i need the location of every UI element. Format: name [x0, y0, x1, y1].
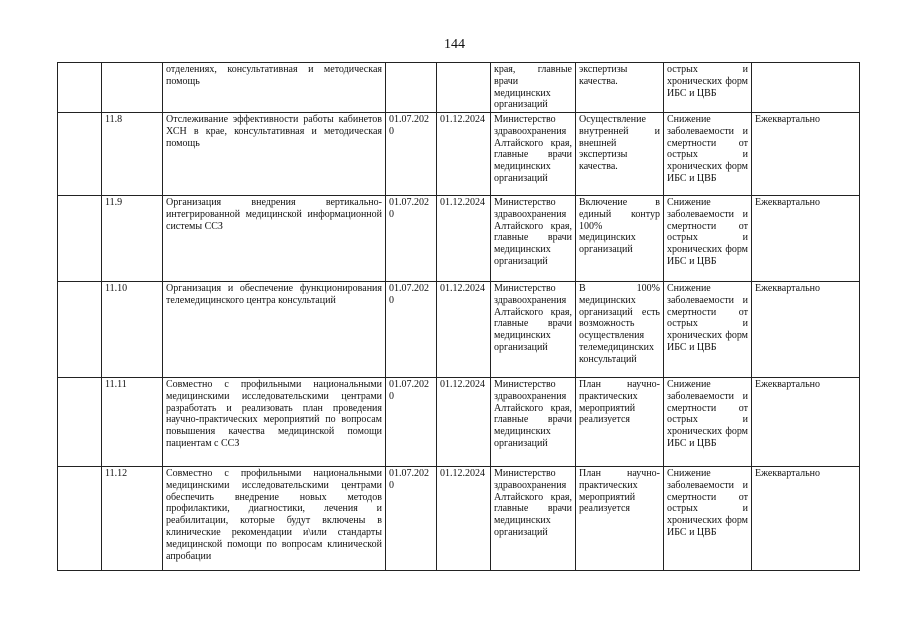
frequency-cell: Ежеквартально	[752, 467, 860, 571]
description-cell: Совместно с профильными национальными медицинскими исследовательскими центрами обеспечить внедрение новых методов профилактики, диагностики, лечения и реабилитации, которые будут включены в клинические рекомендации и\или стандарты медицинской помощи по вопросам клинической апробации	[163, 467, 386, 571]
table-row	[58, 378, 860, 467]
result-cell: Включение в единый контур 100% медицинских организаций	[576, 196, 664, 282]
action-plan-table	[57, 62, 860, 571]
table-row	[58, 113, 860, 196]
blank-cell	[58, 113, 102, 196]
blank-cell	[58, 196, 102, 282]
result-cell: Осуществление внутренней и внешней экспертизы качества.	[576, 113, 664, 196]
responsible-cell: Министерство здравоохранения Алтайского края, главные врачи медицинских организаций	[491, 282, 576, 378]
start-date-cell: 01.07.2020	[386, 467, 437, 571]
start-date-cell: 01.07.2020	[386, 282, 437, 378]
end-date-cell: 01.12.2024	[437, 282, 491, 378]
end-date-cell: 01.12.2024	[437, 378, 491, 467]
responsible-cell: Министерство здравоохранения Алтайского края, главные врачи медицинских организаций	[491, 196, 576, 282]
start-date-cell: 01.07.2020	[386, 113, 437, 196]
responsible-cell: Министерство здравоохранения Алтайского края, главные врачи медицинских организаций	[491, 467, 576, 571]
table-row	[58, 63, 860, 113]
result-cell: План научно-практических мероприятий реализуется	[576, 467, 664, 571]
end-date-cell: 01.12.2024	[437, 113, 491, 196]
item-number-cell	[102, 63, 163, 113]
description-cell: Организация внедрения вертикально-интегрированной медицинской информационной системы ССЗ	[163, 196, 386, 282]
table-row	[58, 282, 860, 378]
end-date-cell	[437, 63, 491, 113]
item-number-cell: 11.12	[102, 467, 163, 571]
end-date-cell: 01.12.2024	[437, 467, 491, 571]
indicator-cell: острых и хронических форм ИБС и ЦВБ	[664, 63, 752, 113]
indicator-cell: Снижение заболеваемости и смертности от острых и хронических форм ИБС и ЦВБ	[664, 467, 752, 571]
item-number-cell: 11.9	[102, 196, 163, 282]
frequency-cell: Ежеквартально	[752, 113, 860, 196]
item-number-cell: 11.8	[102, 113, 163, 196]
responsible-cell: края, главные врачи медицинских организаций	[491, 63, 576, 113]
frequency-cell: Ежеквартально	[752, 196, 860, 282]
responsible-cell: Министерство здравоохранения Алтайского края, главные врачи медицинских организаций	[491, 113, 576, 196]
description-cell: Организация и обеспечение функционирования телемедицинского центра консультаций	[163, 282, 386, 378]
result-cell: экспертизы качества.	[576, 63, 664, 113]
frequency-cell: Ежеквартально	[752, 378, 860, 467]
frequency-cell: Ежеквартально	[752, 282, 860, 378]
indicator-cell: Снижение заболеваемости и смертности от острых и хронических форм ИБС и ЦВБ	[664, 378, 752, 467]
description-cell: Отслеживание эффективности работы кабинетов ХСН в крае, консультативная и методическая помощь	[163, 113, 386, 196]
blank-cell	[58, 378, 102, 467]
start-date-cell	[386, 63, 437, 113]
table-row	[58, 196, 860, 282]
indicator-cell: Снижение заболеваемости и смертности от острых и хронических форм ИБС и ЦВБ	[664, 282, 752, 378]
description-cell: отделениях, консультативная и методическая помощь	[163, 63, 386, 113]
table-row	[58, 467, 860, 571]
blank-cell	[58, 63, 102, 113]
description-cell: Совместно с профильными национальными медицинскими исследовательскими центрами разработать и реализовать план проведения научно-практических мероприятий по вопросам повышения качества медицинской помощи пациентам с ССЗ	[163, 378, 386, 467]
indicator-cell: Снижение заболеваемости и смертности от острых и хронических форм ИБС и ЦВБ	[664, 113, 752, 196]
start-date-cell: 01.07.2020	[386, 378, 437, 467]
frequency-cell	[752, 63, 860, 113]
start-date-cell: 01.07.2020	[386, 196, 437, 282]
indicator-cell: Снижение заболеваемости и смертности от острых и хронических форм ИБС и ЦВБ	[664, 196, 752, 282]
result-cell: План научно-практических мероприятий реализуется	[576, 378, 664, 467]
item-number-cell: 11.10	[102, 282, 163, 378]
page-number: 144	[444, 37, 465, 52]
result-cell: В 100% медицинских организаций есть возможность осуществления телемедицинских консультаций	[576, 282, 664, 378]
end-date-cell: 01.12.2024	[437, 196, 491, 282]
blank-cell	[58, 282, 102, 378]
blank-cell	[58, 467, 102, 571]
item-number-cell: 11.11	[102, 378, 163, 467]
responsible-cell: Министерство здравоохранения Алтайского края, главные врачи медицинских организаций	[491, 378, 576, 467]
